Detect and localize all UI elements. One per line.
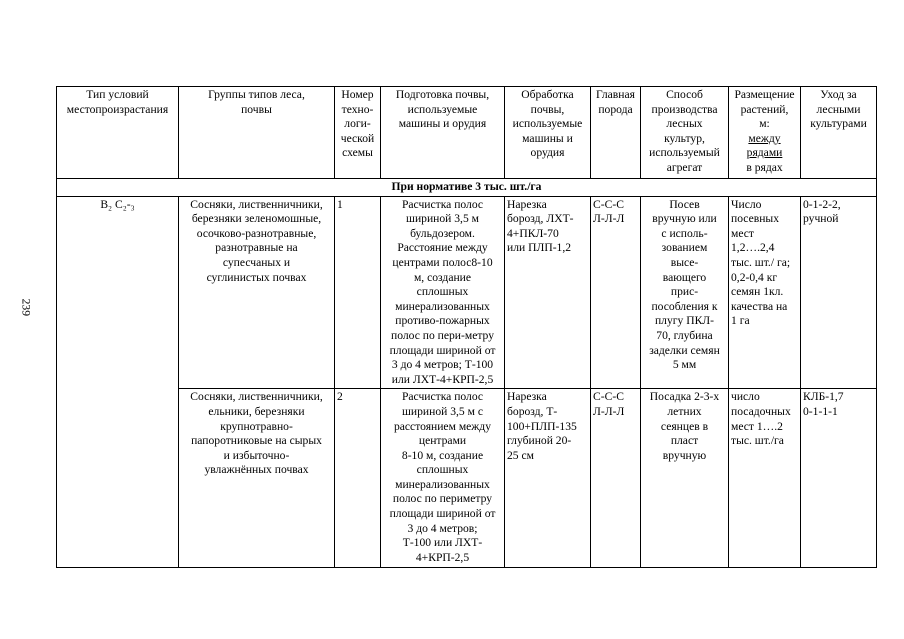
header-main-species [591,87,641,179]
text-line: вающего [662,270,707,284]
text-line: полос по пери-метру [390,328,494,342]
text-line: центрами полос8-10 [392,255,493,269]
text-line: 100+ПЛП-135 [507,419,577,433]
text-line: местопроизрастания [66,102,169,116]
production-method-cell [641,389,729,568]
header-placement-top [731,88,798,132]
header-soil-treatment [505,87,591,179]
text-line: используемые [512,117,583,131]
text-line: 0-1-2-2, [803,197,841,211]
text-line: производства [651,102,718,116]
text-line: летних [667,404,702,418]
soil-treatment-cell [505,389,591,568]
text-line: заделки семян [649,343,720,357]
text-line: борозд, ЛХТ- [507,212,574,226]
text-line: семян 1кл. [731,285,784,299]
text-line: 5 мм [672,358,697,372]
text-line: плугу ПКЛ- [654,314,715,328]
header-care [801,87,877,179]
text-line: лесными [816,102,861,116]
text-line: Способ [666,88,703,101]
text-line: крупнотравно- [220,419,293,433]
text-line: Л-Л-Л [593,404,625,418]
text-line: логи- [344,117,371,131]
text-line: порода [598,102,633,116]
text-line: техно- [341,102,374,116]
text-line: используемый [649,146,720,160]
text-line: Нарезка [507,390,547,404]
text-line: Уход за [820,88,857,101]
text-line: 0,2-0,4 кг [731,270,778,284]
text-line: сеянцев в [660,419,709,433]
text-line: культур, [664,131,705,145]
soil-preparation-cell [381,196,505,389]
text-line: машины и [522,131,573,145]
text-line: бульдозером. [410,226,475,240]
text-line: 0-1-1-1 [803,404,838,418]
text-line: и избыточно- [223,448,290,462]
care-cell [801,389,877,568]
section-row [57,179,877,197]
text-line: Подготовка почвы, [395,88,490,101]
header-production-method [641,87,729,179]
text-line: зованием [661,241,708,255]
text-line: Расстояние между [397,241,488,255]
text-line: площади шириной от [389,343,496,357]
placement-cell [729,196,801,389]
text-line: используемые [407,102,478,116]
care-cell [801,196,877,389]
text-line: супесчаных и [222,255,291,269]
text-line: папоротниковые на сырых [191,434,322,448]
text-line: минерализованных [395,477,490,491]
text-line: Нарезка [507,197,547,211]
text-line: Расчистка полос [401,390,484,404]
text-line: осочково-разнотравные, [196,226,317,240]
text-line: КЛБ-1,7 [803,390,844,404]
text-line: ческой [340,131,375,145]
text-line: культурами [810,117,867,131]
text-line: Число [731,197,762,211]
text-line: 3 до 4 метров; Т-100 [391,358,494,372]
text-line: 4+КРП-2,5 [415,550,470,564]
text-line: березняки зеленомошные, [191,212,322,226]
text-line: схемы [342,146,373,160]
text-line: или ПЛП-1,2 [507,241,572,255]
header-forest-groups [179,87,335,179]
scheme-number-cell: 1 [335,196,381,389]
forest-groups-cell [179,389,335,568]
text-line: посевных [731,212,779,226]
text-line: тыс. шт./ га; [731,255,791,269]
text-line: С-С-С [593,197,624,211]
text-line: лесных [666,117,703,131]
text-line: Т-100 или ЛХТ- [402,536,483,550]
section-title: При нормативе 3 тыс. шт./га [57,179,877,197]
text-line: ельники, березняки [208,404,305,418]
text-line: м: [759,117,770,131]
text-line: сплошных [416,285,469,299]
placement-cell [729,389,801,568]
soil-treatment-cell [505,196,591,389]
text-line: полос по периметру [392,492,493,506]
text-line: пособления к [651,299,718,313]
text-line: мест 1….2 [731,419,783,433]
text-line: Посев [669,197,700,211]
text-line: 3 до 4 метров; [407,521,478,535]
text-line: ручной [803,212,839,226]
text-line: Л-Л-Л [593,212,625,226]
text-line: вручную или [652,212,717,226]
text-line: разнотравные на [215,241,298,255]
text-line: 70, глубина [656,328,713,342]
text-line: мест [731,226,754,240]
forest-groups-cell [179,196,335,389]
text-line: машины и орудия [398,117,487,131]
text-line: почвы [241,102,272,116]
text-line: Главная [596,88,635,101]
text-line: агрегат [666,160,703,174]
text-line: между [748,131,781,145]
text-line: с исполь- [661,226,708,240]
table-row [57,389,877,568]
main-species-cell [591,196,641,389]
text-line: расстоянием между [393,419,492,433]
text-line: Сосняки, лиственничники, [190,390,323,404]
text-line: 8-10 м, создание [401,448,484,462]
text-line: орудия [530,146,565,160]
text-line: почвы, [530,102,565,116]
text-line: минерализованных [395,299,490,313]
text-line: увлажнённых почвах [204,463,309,477]
text-line: Сосняки, лиственничники, [190,197,323,211]
text-line: шириной 3,5 м с [401,404,483,418]
production-method-cell [641,196,729,389]
text-line: в рядах [746,160,783,174]
text-line: С-С-С [593,390,624,404]
soil-preparation-cell [381,389,505,568]
text-line: 1 га [731,314,750,328]
site-type-cell: В₂ С₂-₃ [57,196,179,568]
text-line: высе- [670,255,699,269]
header-placement-in-rows [731,161,798,176]
text-line: Тип условий [86,88,149,101]
header-placement-between-rows [731,132,798,161]
page-number: 239 [19,298,33,316]
text-line: Посадка 2-3-х [649,390,720,404]
text-line: шириной 3,5 м [406,212,479,226]
forest-culture-table [56,86,877,568]
text-line: сплошных [416,463,469,477]
text-line: Расчистка полос [401,197,484,211]
header-placement [729,87,801,179]
text-line: пласт [670,434,699,448]
text-line: центрами [418,434,467,448]
main-species-cell [591,389,641,568]
scheme-number-cell: 2 [335,389,381,568]
text-line: рядами [746,146,783,160]
text-line: посадочных [731,404,791,418]
text-line: м, создание [413,270,472,284]
text-line: суглинистых почвах [206,270,307,284]
text-line: 1,2….2,4 [731,241,775,255]
table-row [57,196,877,389]
text-line: Номер [341,88,374,101]
header-soil-preparation [381,87,505,179]
text-line: Обработка [521,88,574,101]
text-line: 25 см [507,448,534,462]
text-line: или ЛХТ-4+КРП-2,5 [391,372,494,386]
text-line: глубиной 20- [507,434,572,448]
text-line: борозд, Т- [507,404,558,418]
text-line: прис- [670,285,699,299]
text-line: вручную [662,448,707,462]
header-site-type [57,87,179,179]
text-line: растений, [740,102,789,116]
text-line: качества на [731,299,788,313]
text-line: площади шириной от [389,507,496,521]
header-scheme-number [335,87,381,179]
text-line: 4+ПКЛ-70 [507,226,559,240]
text-line: Размещение [734,88,795,101]
text-line: Группы типов леса, [208,88,305,101]
text-line: тыс. шт./га [731,434,784,448]
text-line: число [731,390,760,404]
header-row [57,87,877,179]
text-line: противо-пожарных [395,314,490,328]
